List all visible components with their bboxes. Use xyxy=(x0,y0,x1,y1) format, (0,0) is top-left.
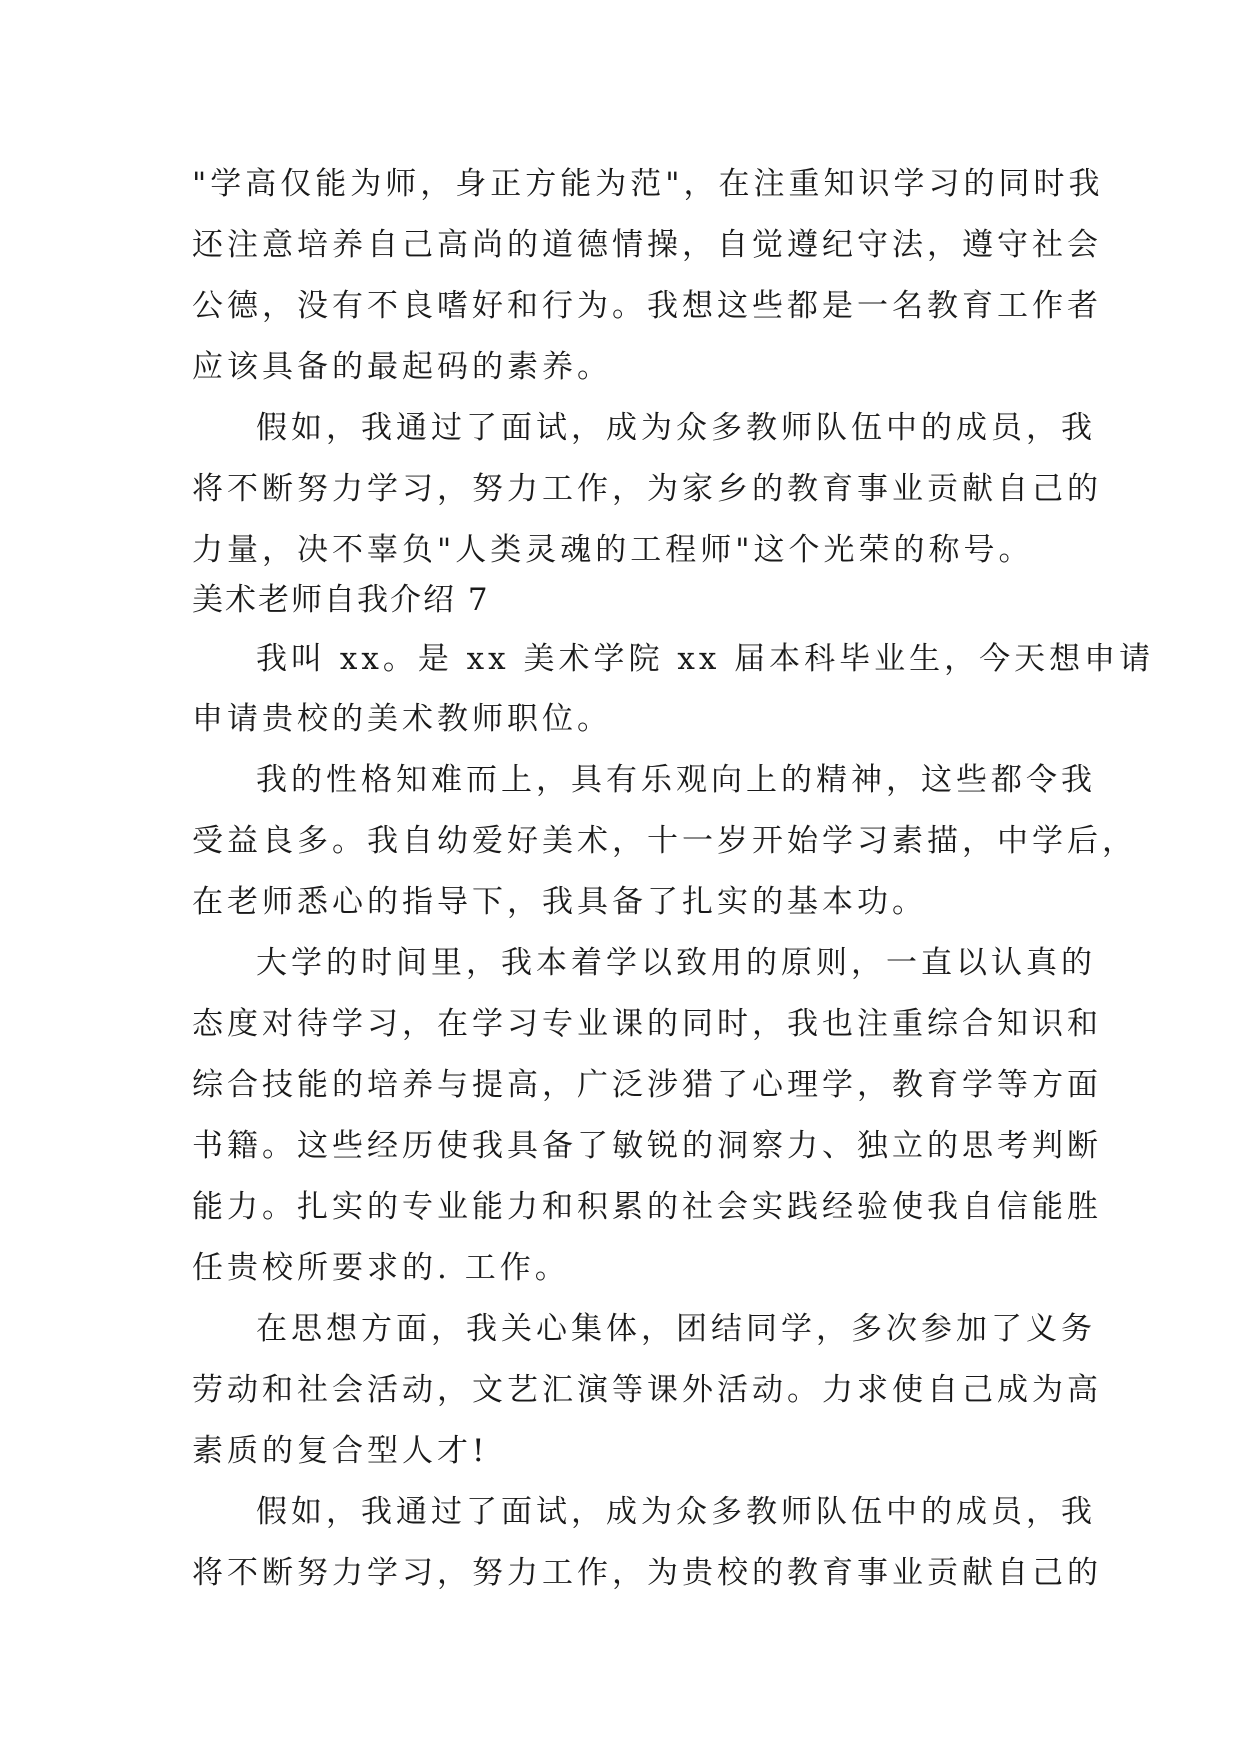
paragraph-line: 在思想方面，我关心集体，团结同学，多次参加了义务 xyxy=(256,1311,1096,1347)
paragraph-line: 任贵校所要求的. 工作。 xyxy=(192,1250,570,1286)
paragraph-line: 假如，我通过了面试，成为众多教师队伍中的成员，我 xyxy=(256,1494,1096,1530)
paragraph-line: 应该具备的最起码的素养。 xyxy=(192,349,612,385)
paragraph-line: 能力。扎实的专业能力和积累的社会实践经验使我自信能胜 xyxy=(192,1189,1102,1225)
section-heading: 美术老师自我介绍 7 xyxy=(192,582,490,618)
paragraph-line: 将不断努力学习，努力工作，为贵校的教育事业贡献自己的 xyxy=(192,1555,1102,1591)
paragraph-line: 素质的复合型人才! xyxy=(192,1433,489,1469)
paragraph-line: 劳动和社会活动，文艺汇演等课外活动。力求使自己成为高 xyxy=(192,1372,1102,1408)
paragraph-line: 公德，没有不良嗜好和行为。我想这些都是一名教育工作者 xyxy=(192,288,1102,324)
paragraph-line: 我的性格知难而上，具有乐观向上的精神，这些都令我 xyxy=(256,762,1096,798)
paragraph-line: 态度对待学习，在学习专业课的同时，我也注重综合知识和 xyxy=(192,1006,1102,1042)
paragraph-line: 假如，我通过了面试，成为众多教师队伍中的成员，我 xyxy=(256,410,1096,446)
paragraph-line: 大学的时间里，我本着学以致用的原则，一直以认真的 xyxy=(256,945,1096,981)
paragraph-line: 综合技能的培养与提高，广泛涉猎了心理学，教育学等方面 xyxy=(192,1067,1102,1103)
paragraph-line: 在老师悉心的指导下，我具备了扎实的基本功。 xyxy=(192,884,927,920)
paragraph-line: 书籍。这些经历使我具备了敏锐的洞察力、独立的思考判断 xyxy=(192,1128,1102,1164)
paragraph-line: 申请贵校的美术教师职位。 xyxy=(192,701,612,737)
paragraph-line: 我叫 xx。是 xx 美术学院 xx 届本科毕业生，今天想申请 xyxy=(256,641,1155,677)
paragraph-line: 还注意培养自己高尚的道德情操，自觉遵纪守法，遵守社会 xyxy=(192,227,1102,263)
paragraph-line: 将不断努力学习，努力工作，为家乡的教育事业贡献自己的 xyxy=(192,471,1102,507)
paragraph-line: 力量，决不辜负"人类灵魂的工程师"这个光荣的称号。 xyxy=(192,532,1034,568)
paragraph-line: "学高仅能为师，身正方能为范"，在注重知识学习的同时我 xyxy=(192,166,1104,202)
paragraph-line: 受益良多。我自幼爱好美术，十一岁开始学习素描，中学后， xyxy=(192,823,1137,859)
